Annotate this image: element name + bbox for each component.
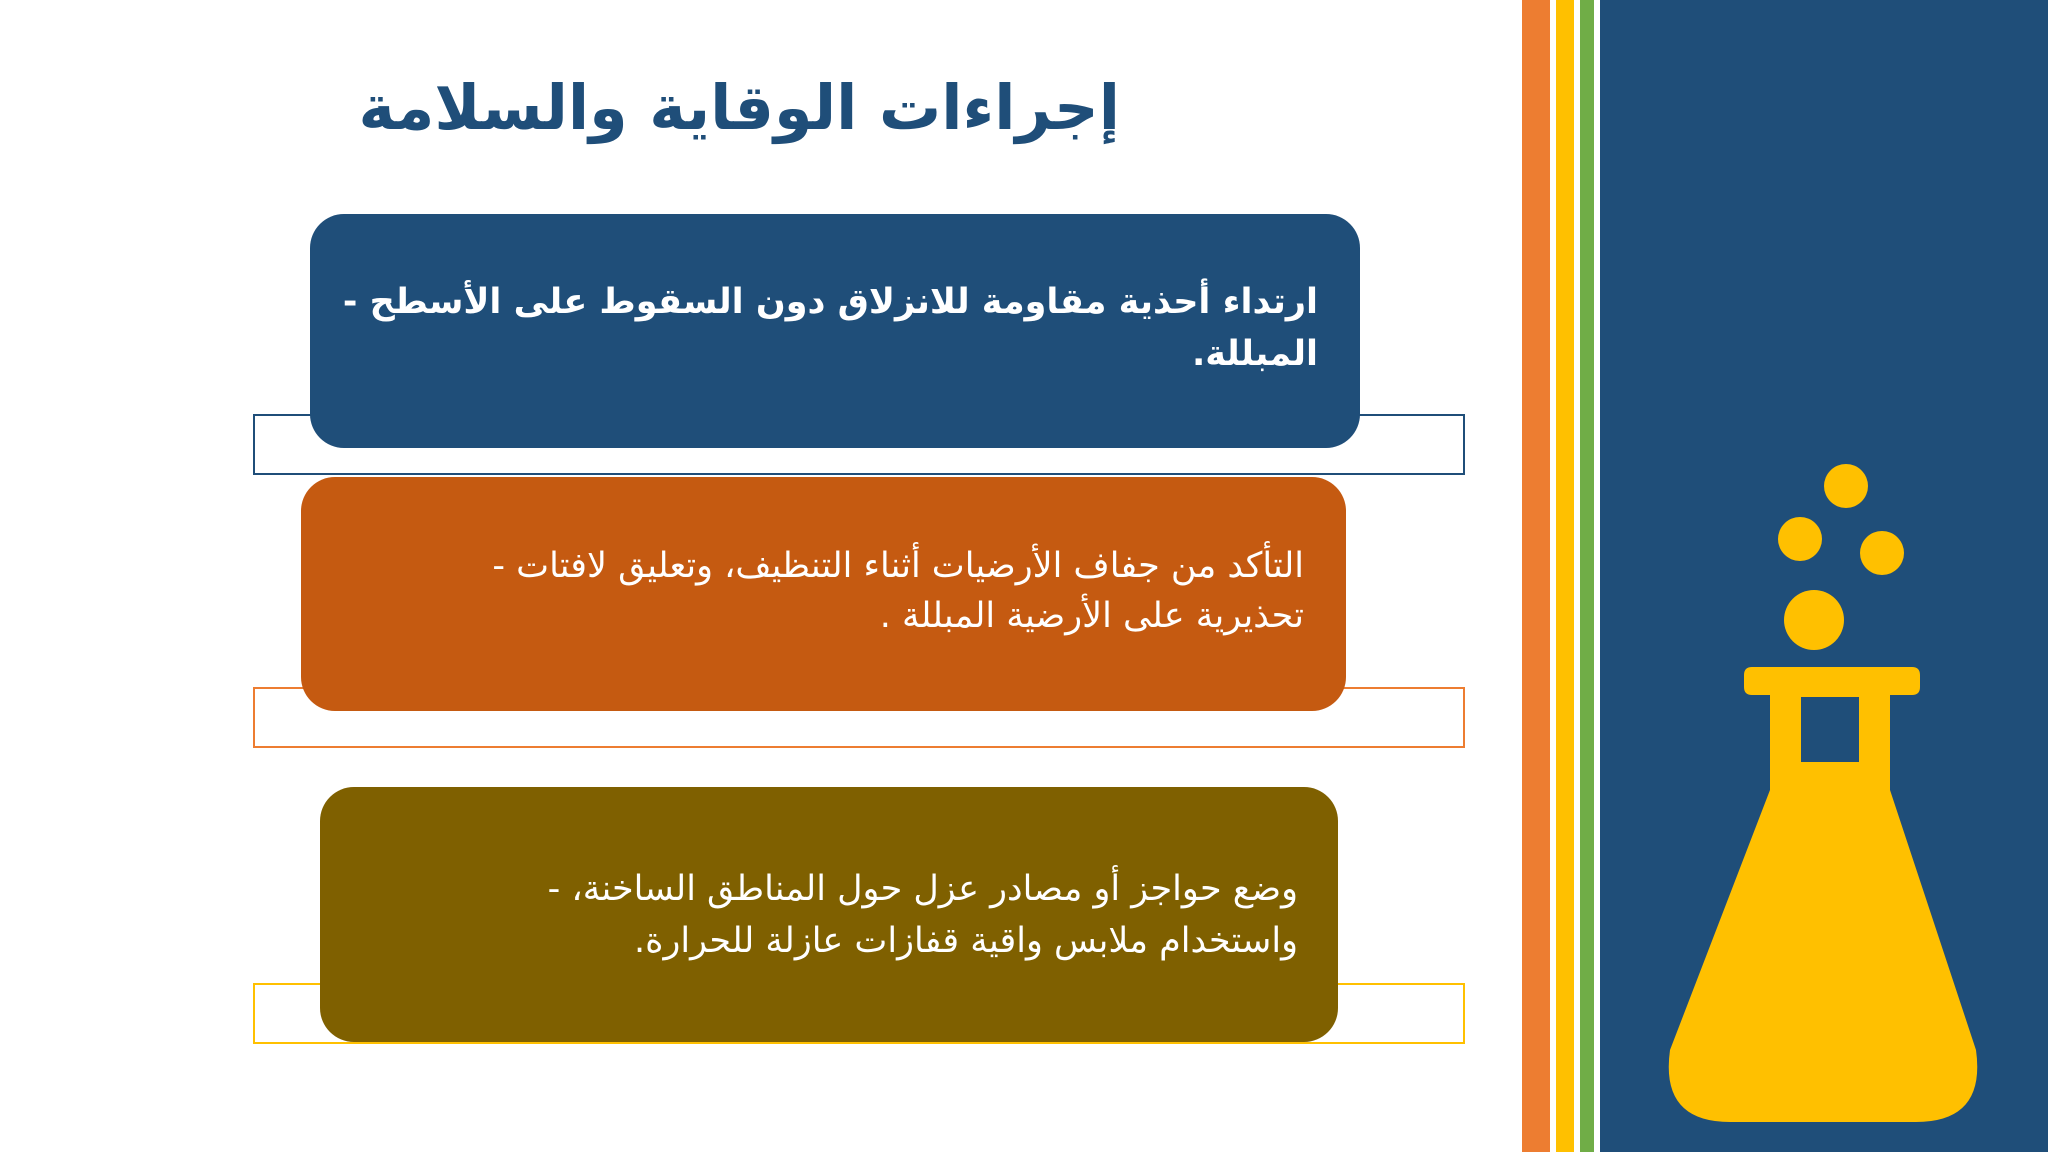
green-stripe	[1580, 0, 1594, 1152]
safety-card-heat	[320, 787, 1338, 1042]
card-text-line: التأكد من جفاف الأرضيات أثناء التنظيف، وتعليق لافتات -	[492, 546, 1304, 586]
card-text-line: ارتداء أحذية مقاومة للانزلاق دون السقوط على الأسطح -	[342, 282, 1318, 322]
bubble-icon	[1778, 517, 1822, 561]
page-title: إجراءات الوقاية والسلامة	[358, 71, 1120, 144]
flask-icon	[1600, 0, 2048, 1152]
bubble-icon	[1860, 531, 1904, 575]
flask-window	[1801, 697, 1859, 762]
bubble-icon	[1824, 464, 1868, 508]
safety-card-shoes	[310, 214, 1360, 448]
yellow-stripe	[1556, 0, 1574, 1152]
safety-card-floors	[301, 477, 1346, 711]
bubble-icon	[1784, 590, 1844, 650]
card-text-line: وضع حواجز أو مصادر عزل حول المناطق الساخنة، -	[547, 869, 1298, 909]
card-text-line: تحذيرية على الأرضية المبللة .	[879, 596, 1304, 636]
card-text-line: المبللة.	[1192, 334, 1318, 374]
card-text-line: واستخدام ملابس واقية قفازات عازلة للحرارة.	[634, 921, 1298, 961]
orange-stripe	[1522, 0, 1550, 1152]
